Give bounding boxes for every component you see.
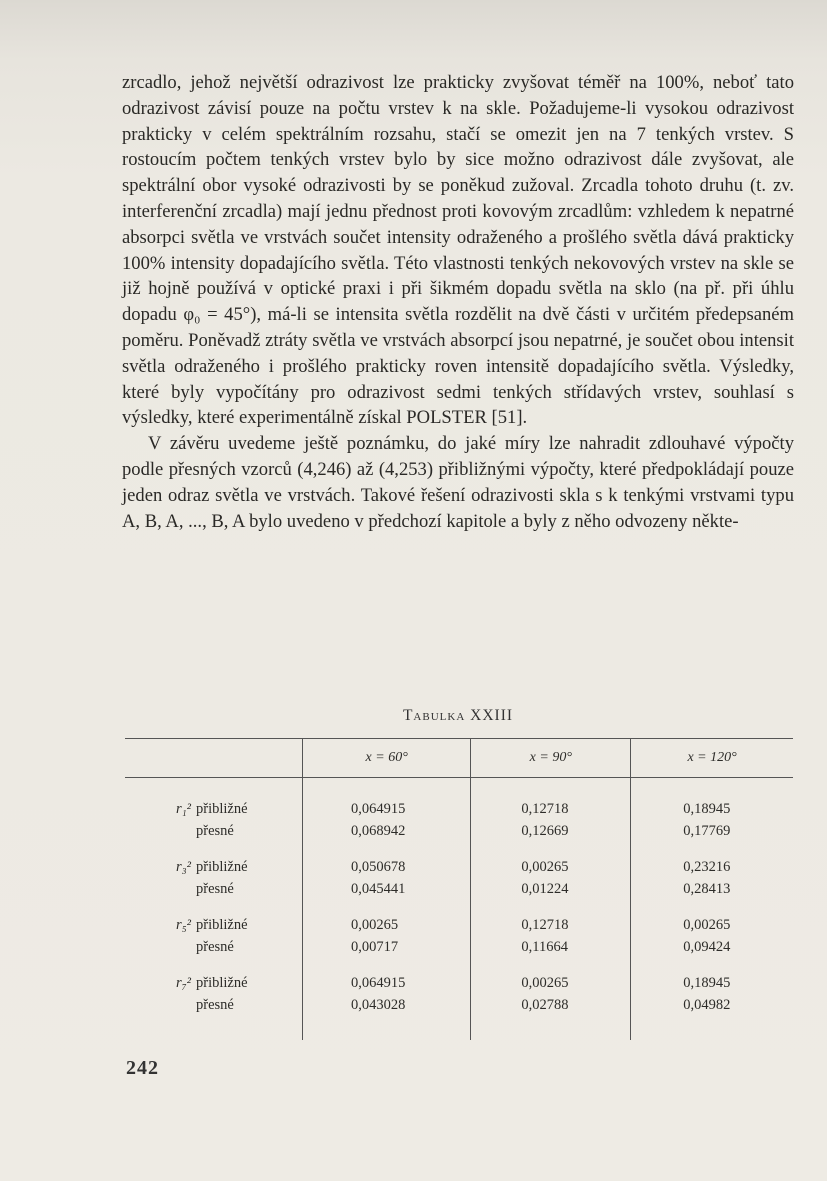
- table-spacer: [125, 842, 793, 856]
- table-cell: 0,045441: [303, 878, 471, 900]
- table-cell: 0,043028: [303, 994, 471, 1016]
- table-caption: Tabulka XXIII: [402, 707, 514, 724]
- table-cell: 0,064915: [303, 798, 471, 820]
- row-label: přibližné: [196, 858, 248, 875]
- table-cell: 0,12718: [471, 798, 631, 820]
- header-blank: [125, 739, 303, 778]
- table-row: [125, 972, 793, 994]
- table-row: [125, 994, 793, 1016]
- table-cell: 0,23216: [631, 856, 793, 878]
- table-spacer: [125, 958, 793, 972]
- table-cell: 0,068942: [303, 820, 471, 842]
- table-row: [125, 820, 793, 842]
- row-label: přesné: [196, 938, 234, 955]
- row-label: přesné: [196, 822, 234, 839]
- paragraph-2: V závěru uvedeme ještě poznámku, do jaké míry lze nahradit zdlouhavé výpočty podle přesných vzorců (4,246) až (4,253) přibližnými výpočty, které předpokládají pouze jeden odraz světla ve vrstvách. Takové řešení odrazivosti skla s k tenkými vrstvami typu A, B, A, ..., B, A bylo uvedeno v předchozí kapitole a byly z něho odvozeny někte-: [122, 433, 794, 532]
- paragraph-1: zrcadlo, jehož největší odrazivost lze prakticky zvyšovat téměř na 100%, neboť tato odrazivost závisí pouze na počtu vrstev k na skle. Požadujeme-li vysokou odrazivost prakticky v celém spektrálním rozsahu, stačí se omezit jen na 7 tenkých vrstev. S rostoucím počtem tenkých vrstev bylo by sice možno odrazivost dále zvyšovat, ale spektrální obor vysoké odrazivosti by se poněkud zužoval. Zrcadla tohoto druhu (t. zv. interferenční zrcadla) mají jednu přednost proti kovovým zrcadlům: vzhledem k nepatrné absorpci světla ve vrstvách součet intensity odraženého a prošlého světla dává prakticky 100% intensity dopadajícího světla. Této vlastnosti tenkých nekovových vrstev na skle se již hojně používá v optické praxi i při šikmém dopadu světla na sklo (na př. při úhlu dopadu φ₀ = 45°), má-li se intensita světla rozdělit na dvě části v určitém předepsaném poměru. Poněvadž ztráty světla ve vrstvách absorpcí jsou nepatrné, je součet obou intensit světla odraženého i prošlého prakticky roven intensitě dopadajícího světla. Výsledky, které byly vypočítány pro odrazivost sedmi tenkých střídavých vrstev, souhlasí s výsledky, které experimentálně získal POLSTER [51].: [122, 72, 794, 429]
- row-symbol: r₇²: [175, 974, 191, 991]
- row-label: přesné: [196, 880, 234, 897]
- table-header-row: [125, 739, 793, 778]
- table-spacer: [125, 1016, 793, 1040]
- row-label: přibližné: [196, 800, 248, 817]
- table-row: [125, 878, 793, 900]
- table-cell: 0,00265: [471, 856, 631, 878]
- table-cell: 0,18945: [631, 798, 793, 820]
- table-cell: 0,11664: [471, 936, 631, 958]
- table-cell: 0,00265: [303, 914, 471, 936]
- table-cell: 0,00265: [631, 914, 793, 936]
- table-cell: 0,18945: [631, 972, 793, 994]
- header-x-90: x = 90°: [471, 739, 631, 778]
- table-row: [125, 798, 793, 820]
- table-spacer: [125, 900, 793, 914]
- row-label: přibližné: [196, 916, 248, 933]
- table-cell: 0,17769: [631, 820, 793, 842]
- table-cell: 0,064915: [303, 972, 471, 994]
- table-cell: 0,00265: [471, 972, 631, 994]
- row-symbol: r₅²: [175, 916, 191, 933]
- table-row: [125, 856, 793, 878]
- table-row: [125, 914, 793, 936]
- table-cell: 0,12669: [471, 820, 631, 842]
- table-cell: 0,12718: [471, 914, 631, 936]
- table-cell: 0,04982: [631, 994, 793, 1016]
- table-cell: 0,09424: [631, 936, 793, 958]
- row-label: přibližné: [196, 974, 248, 991]
- data-table: [125, 738, 793, 1040]
- body-text: [122, 70, 794, 534]
- table-cell: 0,01224: [471, 878, 631, 900]
- header-x-60: x = 60°: [303, 739, 471, 778]
- table-row: [125, 936, 793, 958]
- row-symbol: r₃²: [175, 858, 191, 875]
- row-symbol: r₁²: [175, 800, 191, 817]
- table-cell: 0,050678: [303, 856, 471, 878]
- table-spacer: [125, 778, 793, 799]
- table-cell: 0,02788: [471, 994, 631, 1016]
- header-x-120: x = 120°: [631, 739, 793, 778]
- table-cell: 0,00717: [303, 936, 471, 958]
- row-label: přesné: [196, 996, 234, 1013]
- table-cell: 0,28413: [631, 878, 793, 900]
- page-number: 242: [126, 1057, 159, 1079]
